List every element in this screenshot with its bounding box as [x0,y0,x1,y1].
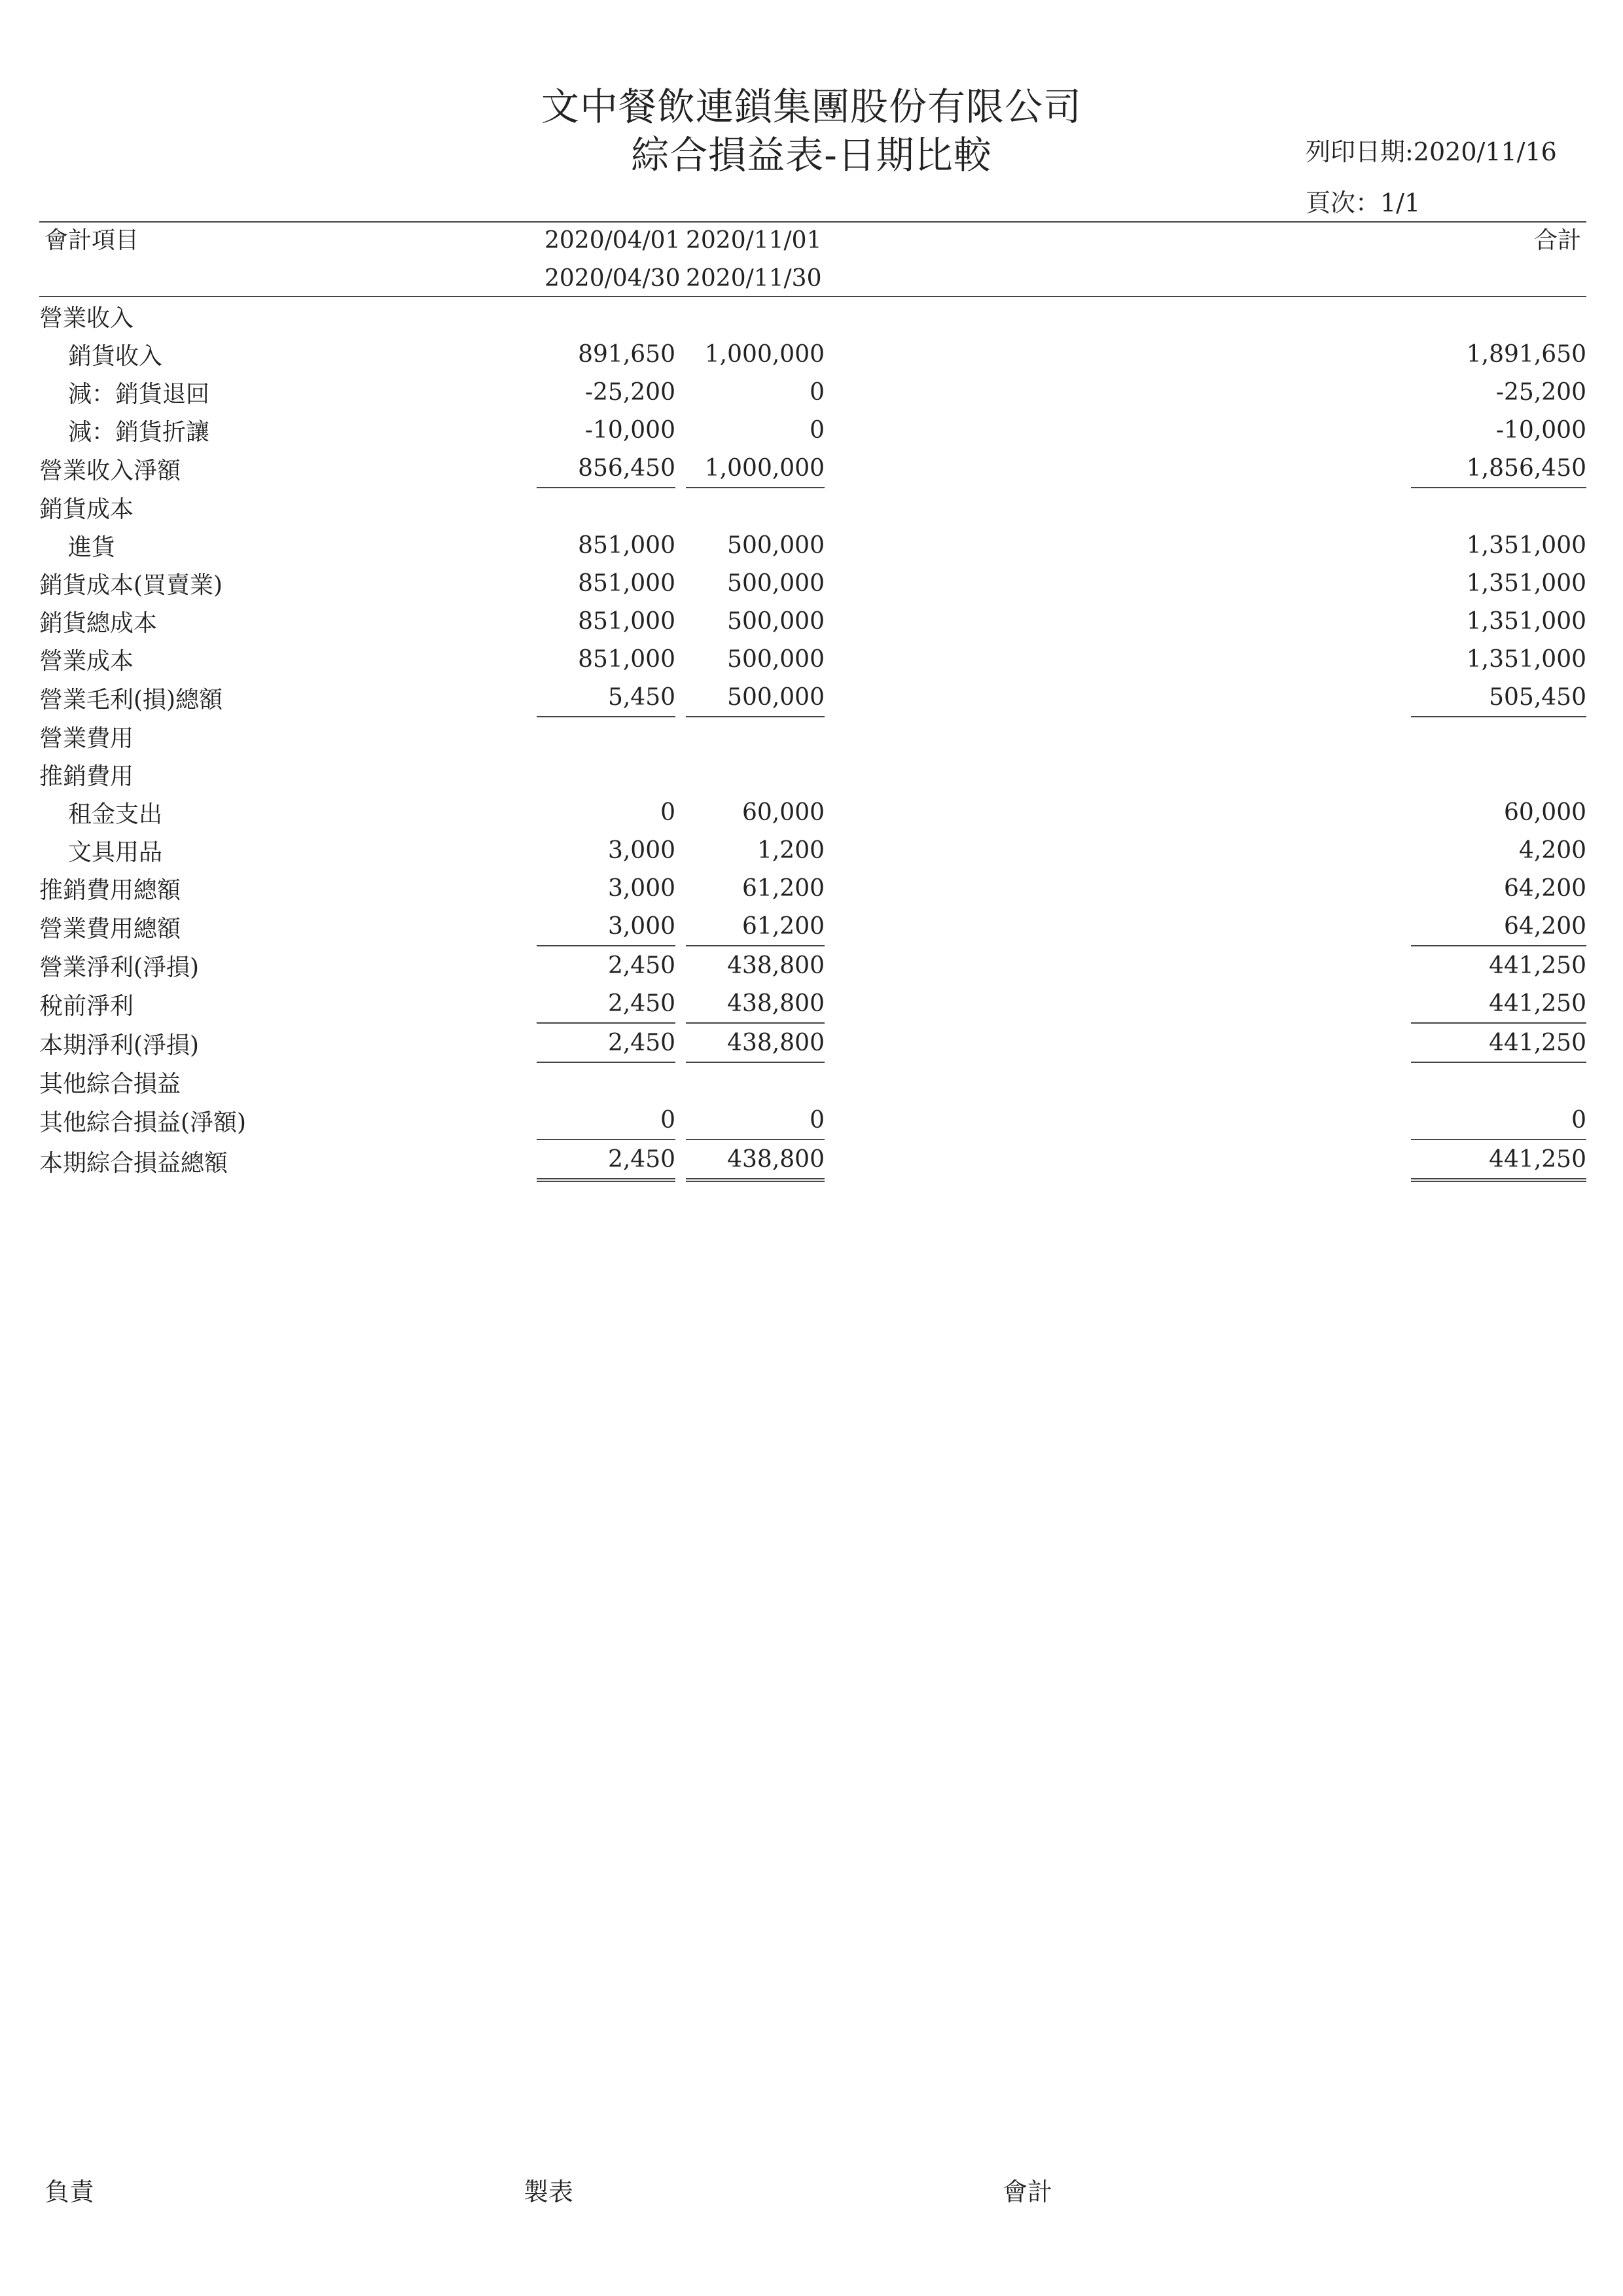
row-value-period1: -10,000 [584,416,675,444]
column-header-period2-from: 2020/11/01 [686,227,822,254]
row-value-total: 1,351,000 [1466,645,1586,673]
row-value-period1: 851,000 [578,645,675,673]
row-value-period2 [686,717,825,755]
row-value-period1: 3,000 [607,874,675,902]
spacer-cell [675,640,686,678]
row-value-total: 1,351,000 [1466,531,1586,559]
table-row [39,1024,1586,1063]
row-label: 本期淨利(淨損) [39,1031,200,1059]
spacer-cell [825,1101,1411,1140]
row-value-period1 [537,755,675,793]
row-value-total: 441,250 [1411,1140,1586,1182]
spacer-cell [675,411,686,449]
row-value-total: 441,250 [1411,984,1586,1024]
spacer-cell [675,1024,686,1063]
row-label: 營業費用 [39,725,134,752]
row-value-total: 505,450 [1411,678,1586,717]
row-value-total: 1,351,000 [1466,607,1586,635]
spacer-cell [825,678,1411,717]
spacer-cell [825,449,1411,488]
spacer-cell [675,449,686,488]
row-value-total: 64,200 [1504,874,1586,902]
row-value-total: 1,856,450 [1411,449,1586,488]
table-row [39,1101,1586,1140]
table-row [39,411,1586,449]
row-value-period2: 438,800 [686,984,825,1024]
row-value-period2: 0 [810,416,825,444]
table-row [39,831,1586,869]
row-value-period1: 2,450 [537,1024,675,1063]
table-row [39,907,1586,946]
row-value-period2 [686,755,825,793]
row-value-period1: 0 [537,1101,675,1140]
row-value-period2 [686,488,825,526]
row-value-period2: 1,000,000 [686,449,825,488]
row-label: 營業毛利(損)總額 [39,686,223,713]
row-value-period1: 2,450 [537,1140,675,1182]
column-header-total: 合計 [1533,227,1581,254]
spacer-cell [825,831,1411,869]
row-value-total [1411,755,1586,793]
spacer-cell [825,1140,1411,1182]
row-value-period1: 5,450 [537,678,675,717]
table-row [39,984,1586,1024]
company-name: 文中餐飲連鎖集團股份有限公司 [541,84,1082,129]
spacer-cell [825,373,1411,411]
spacer-cell [825,907,1411,946]
row-label: 減：銷貨退回 [68,380,210,408]
spacer-cell [675,678,686,717]
row-label: 營業收入 [39,304,134,332]
spacer-cell [825,984,1411,1024]
row-value-period1: 3,000 [607,836,675,864]
row-value-period2: 500,000 [727,569,825,597]
row-label: 租金支出 [68,800,163,828]
row-value-period1: 856,450 [537,449,675,488]
table-row [39,373,1586,411]
row-value-period2: 0 [810,378,825,406]
spacer-cell [675,831,686,869]
row-value-period2: 61,200 [742,874,825,902]
row-value-total: 1,351,000 [1466,569,1586,597]
spacer-cell [825,869,1411,907]
report-title: 綜合損益表-日期比較 [631,133,992,177]
spacer-cell [825,1063,1411,1101]
row-label: 推銷費用總額 [39,876,181,904]
table-row [39,526,1586,564]
row-value-period1: 891,650 [578,340,675,368]
spacer-cell [675,984,686,1024]
spacer-cell [675,488,686,526]
spacer-cell [675,907,686,946]
page-number: 頁次：1/1 [1306,188,1421,217]
row-label: 營業成本 [39,647,134,675]
row-value-period1: 0 [660,798,675,826]
signature-accounting: 會計 [1003,2178,1053,2206]
row-value-period2: 61,200 [686,907,825,946]
print-date: 列印日期:2020/11/16 [1306,137,1557,166]
row-value-period1 [537,1063,675,1101]
row-value-total: 60,000 [1504,798,1586,826]
table-row [39,1140,1586,1182]
spacer-cell [675,1101,686,1140]
report-body [39,297,1586,1182]
table-row [39,946,1586,984]
row-value-total: -10,000 [1495,416,1586,444]
row-value-period1 [537,717,675,755]
row-value-period1: 851,000 [578,569,675,597]
row-label: 文具用品 [68,838,163,866]
spacer-cell [675,335,686,373]
spacer-cell [675,526,686,564]
row-value-total [1411,717,1586,755]
spacer-cell [825,717,1411,755]
signature-prepared-by: 製表 [524,2178,574,2206]
spacer-cell [675,1140,686,1182]
row-value-total [1411,297,1586,335]
row-label: 銷貨成本 [39,495,134,523]
row-value-period1 [537,488,675,526]
row-value-period2: 60,000 [742,798,825,826]
row-label: 銷貨成本(買賣業) [39,571,223,599]
row-label: 稅前淨利 [39,992,134,1020]
spacer-cell [675,755,686,793]
row-value-total: 441,250 [1411,1024,1586,1063]
row-value-total: -25,200 [1495,378,1586,406]
column-header-period1-to: 2020/04/30 [544,265,681,292]
signature-responsible: 負責 [45,2178,95,2206]
row-value-period2: 500,000 [727,607,825,635]
row-value-total [1411,1063,1586,1101]
row-label: 其他綜合損益(淨額) [39,1109,247,1136]
row-label: 減：銷貨折讓 [68,418,210,446]
spacer-cell [825,640,1411,678]
spacer-cell [825,297,1411,335]
spacer-cell [675,1063,686,1101]
row-value-period1 [537,297,675,335]
row-label: 推銷費用 [39,762,134,790]
table-row [39,640,1586,678]
spacer-cell [675,564,686,602]
row-value-total: 64,200 [1411,907,1586,946]
row-label: 營業收入淨額 [39,457,181,484]
spacer-cell [675,297,686,335]
spacer-cell [825,946,1411,984]
row-value-period1: 2,450 [607,952,675,979]
row-label: 銷貨總成本 [39,609,158,637]
row-value-period2 [686,1063,825,1101]
row-value-total: 0 [1411,1101,1586,1140]
spacer-cell [825,335,1411,373]
row-value-period2: 500,000 [727,531,825,559]
row-value-period2: 1,200 [757,836,825,864]
row-value-total [1411,488,1586,526]
table-row [39,755,1586,793]
row-value-period2: 500,000 [727,645,825,673]
row-value-total: 441,250 [1489,952,1586,979]
row-value-period2: 0 [686,1101,825,1140]
spacer-cell [675,373,686,411]
table-row [39,335,1586,373]
row-value-period2 [686,297,825,335]
row-value-period2: 1,000,000 [704,340,825,368]
spacer-cell [825,411,1411,449]
row-label: 營業淨利(淨損) [39,954,200,981]
row-value-period1: -25,200 [584,378,675,406]
spacer-cell [825,1024,1411,1063]
row-value-period1: 3,000 [537,907,675,946]
row-value-period1: 2,450 [537,984,675,1024]
table-row [39,717,1586,755]
row-label: 進貨 [68,533,116,561]
spacer-cell [825,755,1411,793]
row-label: 其他綜合損益 [39,1070,181,1098]
table-row [39,869,1586,907]
table-row [39,678,1586,717]
spacer-cell [825,488,1411,526]
table-row [39,1063,1586,1101]
table-row [39,564,1586,602]
column-header-period2-to: 2020/11/30 [686,265,822,292]
column-header-period1-from: 2020/04/01 [544,227,681,254]
spacer-cell [825,602,1411,640]
table-row [39,602,1586,640]
column-header-item: 會計項目 [45,227,139,254]
row-label: 營業費用總額 [39,915,181,942]
row-value-period2: 438,800 [686,1140,825,1182]
spacer-cell [675,602,686,640]
table-row [39,793,1586,831]
row-label: 本期綜合損益總額 [39,1149,228,1177]
row-value-period1: 851,000 [578,607,675,635]
spacer-cell [825,564,1411,602]
row-value-period2: 438,800 [686,1024,825,1063]
spacer-cell [825,526,1411,564]
row-value-period2: 500,000 [686,678,825,717]
row-value-period1: 851,000 [578,531,675,559]
row-value-period2: 438,800 [727,952,825,979]
income-statement-table [39,297,1586,1182]
spacer-cell [675,946,686,984]
row-label: 銷貨收入 [68,342,163,370]
row-value-total: 4,200 [1518,836,1586,864]
spacer-cell [675,793,686,831]
spacer-cell [675,869,686,907]
table-row [39,297,1586,335]
table-row [39,449,1586,488]
spacer-cell [675,717,686,755]
row-value-total: 1,891,650 [1466,340,1586,368]
spacer-cell [825,793,1411,831]
table-row [39,488,1586,526]
